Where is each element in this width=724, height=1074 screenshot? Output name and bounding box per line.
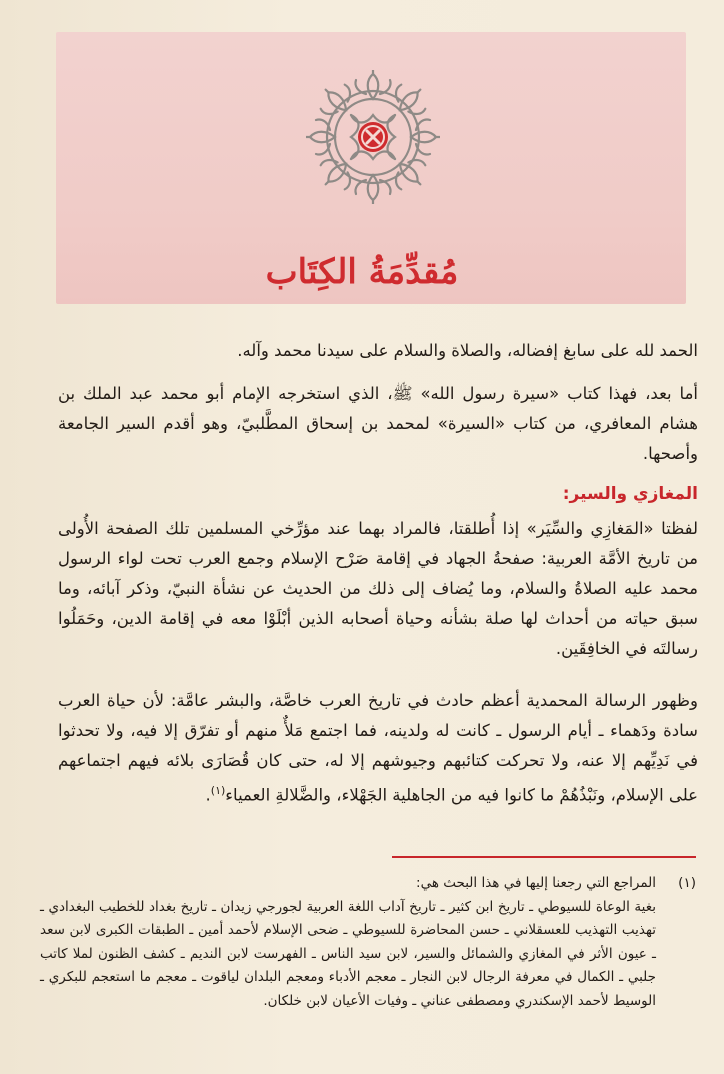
- footnote-reference[interactable]: (١): [210, 784, 226, 797]
- footnote: [40, 872, 696, 1013]
- maghazi-paragraph: لفظتا «المَغازِي والسِّيَر» إذا أُطلقتا، فالمراد بهما عند مؤرِّخي المسلمين تلك الصفحة الأُولى من تاريخ الأمَّة العربية: صفحةُ الجهاد في إقامة صَرْح الإسلام وجمع العرب تحت لواء الرسول محمد عليه الصلاةُ والسلام، وما يُضاف إلى ذلك من الحديث عن نشأة النبيّ، وذكر آبائه، وما سبق حياته من أحداث لها صلة بشأنه وحياة أصحابه الذين أبْلَوْا معه في إقامة الدين، وحَمَلُوا رسالتَه في الخافِقَين.: [58, 519, 698, 658]
- floral-ornament-icon: [306, 70, 440, 204]
- risala-paragraph-text: وظهور الرسالة المحمدية أعظم حادث في تاريخ العرب خاصَّة، والبشر عامَّة: لأن حياة العرب سادة ودَهماء ـ أيام الرسول ـ كانت له ولدينه، فما اجتمع مَلأٌ منهم أو تفرّق إلا فيه، ولا تحدثوا في نَدِيِّهم إلا عنه، ولا تحركت كتائبهم وجيوشهم إلا له، حتى كان قُصَارَى بلائه فيهم اجتماعهم على الإسلام، ونَبْذُهُمْ ما كانوا فيه من الجاهلية الجَهْلاء، والضَّلالةِ العمياء: [58, 691, 698, 805]
- footnote-text: بغية الوعاة للسيوطي ـ تاريخ ابن كثير ـ تاريخ آداب اللغة العربية لجورجي زيدان ـ تاريخ بغداد للخطيب البغدادي ـ تهذيب التهذيب للعسقلاني ـ حسن المحاضرة للسيوطي ـ ضحى الإسلام لأحمد أمين ـ الطبقات الكبرى لابن سعد ـ عيون الأثر في المغازي والشمائل والسير، لابن سيد الناس ـ الفهرست لابن النديم ـ كشف الظنون لملا كاتب جلبي ـ الكمال في معرفة الرجال لابن النجار ـ معجم الأدباء ومعجم البلدان لياقوت ـ معجم ما استعجم للبكري ـ الوسيط لأحمد الإسكندري ومصطفى عناني ـ وفيات الأعيان لابن خلكان.: [40, 898, 656, 1009]
- footnote-number: (١): [678, 875, 696, 891]
- footnote-intro: المراجع التي رجعنا إليها في هذا البحث هي:: [416, 875, 656, 891]
- footnote-divider: [392, 856, 696, 858]
- footnote-body: [40, 872, 656, 1013]
- book-description-paragraph: أما بعد، فهذا كتاب «سيرة رسول الله» ﷺ، الذي استخرجه الإمام أبو محمد عبد الملك بن هشام المعافري، من كتاب «السيرة» لمحمد بن إسحاق المطَّلبيّ، وهو أقدم السير الجامعة وأصحها.: [58, 384, 698, 463]
- page-title: مُقدِّمَةُ الكِتَاب: [265, 252, 459, 292]
- risala-paragraph: وظهور الرسالة المحمدية أعظم حادث في تاريخ العرب خاصَّة، والبشر عامَّة: لأن حياة العرب سادة ودَهماء ـ أيام الرسول ـ كانت له ولدينه، فما اجتمع مَلأٌ منهم أو تفرّق إلا فيه، ولا تحدثوا في نَدِيِّهم إلا عنه، ولا تحركت كتائبهم وجيوشهم إلا له، حتى كان قُصَارَى بلائه فيهم اجتماعهم على الإسلام، ونَبْذُهُمْ ما كانوا فيه من الجاهلية الجَهْلاء، والضَّلالةِ العمياء$^{(١)}$.: [58, 691, 698, 805]
- intro-paragraph: الحمد لله على سابغ إفضاله، والصلاة والسلام على سيدنا محمد وآله.: [237, 341, 698, 360]
- section-heading: المغازي والسير:: [562, 484, 698, 504]
